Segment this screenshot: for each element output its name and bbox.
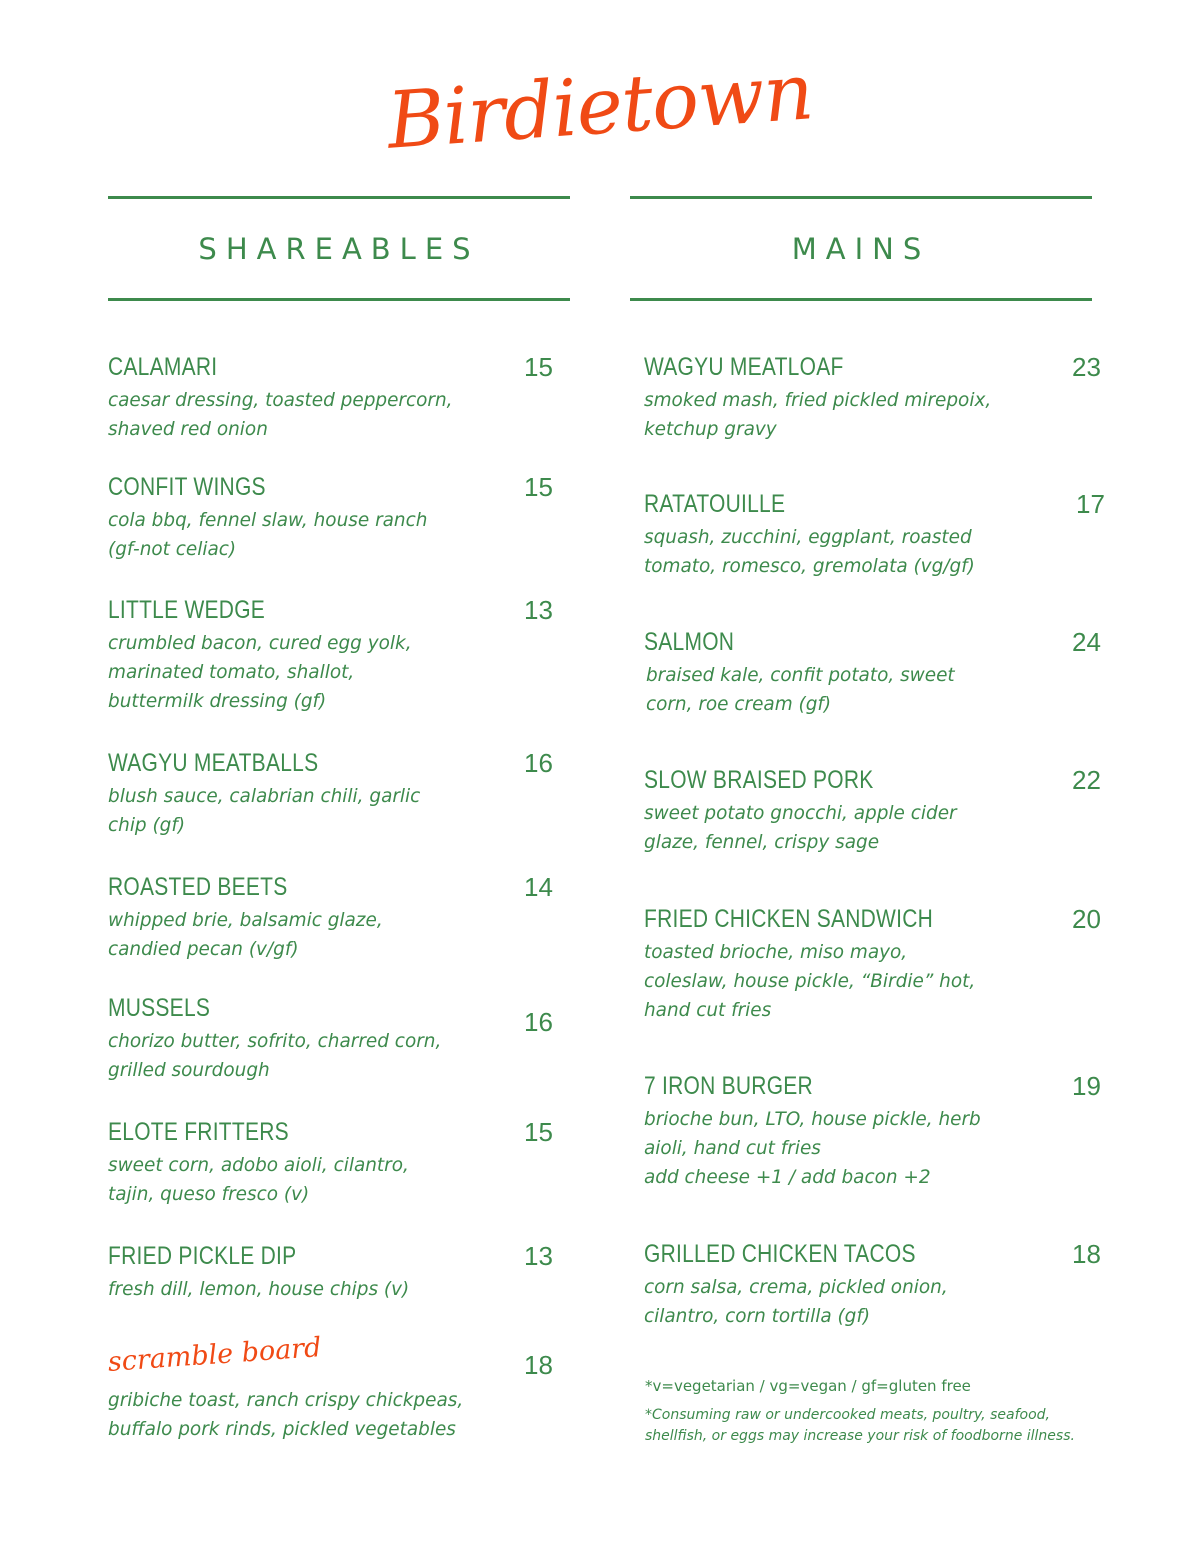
menu-item (108, 352, 570, 444)
item-name: WAGYU MEATLOAF (644, 353, 844, 381)
item-name: SALMON (644, 628, 735, 656)
item-name: RATATOUILLE (644, 490, 786, 518)
item-description: corn salsa, crema, pickled onion, cilantro, corn tortilla (gf) (644, 1276, 948, 1327)
menu-item (644, 1071, 1106, 1192)
item-price: 15 (524, 1117, 553, 1147)
section-title: SHAREABLES (198, 231, 480, 266)
item-description: fresh dill, lemon, house chips (v) (108, 1278, 410, 1300)
item-name: GRILLED CHICKEN TACOS (644, 1240, 916, 1268)
item-price: 23 (1072, 352, 1101, 382)
menu-item (108, 993, 570, 1085)
menu-item (644, 765, 1106, 857)
item-price: 15 (524, 352, 553, 382)
menu-item (108, 872, 570, 964)
item-description: blush sauce, calabrian chili, garlic chip (gf) (108, 785, 421, 836)
health-warning: *Consuming raw or undercooked meats, poultry, seafood, shellfish, or eggs may increase your risk of foodborne illness. (645, 1407, 1075, 1444)
bottom-divider (108, 298, 570, 301)
item-description: sweet corn, adobo aioli, cilantro, tajin, queso fresco (v) (108, 1154, 409, 1205)
menu-item (644, 904, 1106, 1025)
item-price: 24 (1072, 627, 1101, 657)
item-description: chorizo butter, sofrito, charred corn, grilled sourdough (108, 1030, 442, 1081)
item-price: 18 (1072, 1239, 1101, 1269)
item-description: toasted brioche, miso mayo, coleslaw, house pickle, “Birdie” hot, hand cut fries (644, 941, 976, 1021)
item-price: 16 (524, 748, 553, 778)
item-name: 7 IRON BURGER (644, 1072, 813, 1100)
menu-item (644, 627, 1106, 719)
item-name: FRIED PICKLE DIP (108, 1242, 297, 1270)
section-title: MAINS (791, 231, 931, 266)
item-name: ROASTED BEETS (108, 873, 288, 901)
menu-item (108, 748, 570, 840)
dietary-legend: *v=vegetarian / vg=vegan / gf=gluten free (645, 1377, 971, 1395)
item-price: 15 (524, 472, 553, 502)
item-price: 16 (524, 1007, 553, 1037)
item-description: gribiche toast, ranch crispy chickpeas, buffalo pork rinds, pickled vegetables (108, 1389, 464, 1440)
item-price: 19 (1072, 1071, 1101, 1101)
item-name: LITTLE WEDGE (108, 596, 266, 624)
item-description: sweet potato gnocchi, apple cider glaze, fennel, crispy sage (644, 802, 957, 853)
item-price: 14 (524, 872, 553, 902)
item-description: crumbled bacon, cured egg yolk, marinated tomato, shallot, buttermilk dressing (gf) (108, 632, 412, 712)
item-name: ELOTE FRITTERS (108, 1118, 289, 1146)
item-name: WAGYU MEATBALLS (108, 749, 319, 777)
item-description: smoked mash, fried pickled mirepoix, ketchup gravy (644, 389, 992, 440)
menu-item (644, 1239, 1106, 1331)
item-description: squash, zucchini, eggplant, roasted tomato, romesco, gremolata (vg/gf) (644, 526, 975, 577)
item-description: braised kale, confit potato, sweet corn, roe cream (gf) (645, 664, 955, 715)
menu-item (108, 472, 570, 564)
item-description: brioche bun, LTO, house pickle, herb aioli, hand cut fries add cheese +1 / add bacon +2 (644, 1108, 981, 1188)
item-price: 13 (524, 595, 553, 625)
item-description: caesar dressing, toasted peppercorn, shaved red onion (108, 389, 453, 440)
item-name: scramble board (106, 1332, 323, 1378)
menu-item (108, 1117, 570, 1209)
item-name: SLOW BRAISED PORK (644, 766, 874, 794)
brand-logo: Birdietown (384, 47, 816, 167)
item-price: 17 (1076, 489, 1105, 519)
item-price: 13 (524, 1241, 553, 1271)
menu-item (644, 352, 1106, 444)
item-name: FRIED CHICKEN SANDWICH (644, 905, 934, 933)
item-description: whipped brie, balsamic glaze, candied pecan (v/gf) (108, 909, 383, 960)
menu-item-feature (106, 1332, 570, 1444)
item-price: 18 (524, 1350, 553, 1380)
bottom-divider (630, 298, 1092, 301)
item-description: cola bbq, fennel slaw, house ranch (gf-not celiac) (108, 509, 428, 560)
shareables-column (106, 196, 570, 1440)
item-name: MUSSELS (108, 994, 211, 1022)
item-price: 20 (1072, 904, 1101, 934)
item-name: CONFIT WINGS (108, 473, 266, 501)
item-name: CALAMARI (108, 353, 218, 381)
menu-item (108, 1241, 570, 1304)
menu-item (644, 489, 1106, 581)
menu-item (108, 595, 570, 716)
mains-column (630, 196, 1105, 1327)
item-price: 22 (1072, 765, 1101, 795)
